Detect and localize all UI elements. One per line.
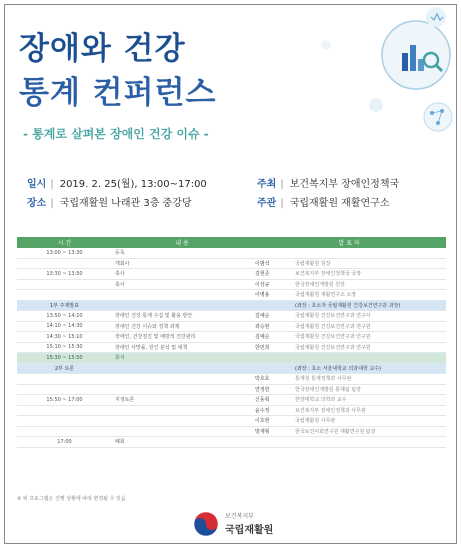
presenter-name-cell: 김현준 — [252, 269, 292, 280]
host-info: 주최 | 보건복지부 장애인정책국 — [257, 179, 400, 190]
place-value: 국립재활원 나래관 3층 중강당 — [59, 198, 192, 209]
program-cell: 폐회 — [112, 437, 252, 448]
organizer-label: 주관 — [257, 198, 277, 209]
program-cell: 축사 — [112, 279, 252, 290]
ministry-name: 보건복지부 — [225, 513, 254, 520]
program-cell: 휴식 — [112, 353, 252, 364]
presenter-name-cell — [252, 363, 292, 374]
presenter-name-cell: 박호호 — [252, 374, 292, 385]
organizer-info: 주관 | 국립재활원 재활연구소 — [257, 198, 390, 209]
schedule-row — [17, 248, 446, 259]
program-cell: 장애인 건강 통계 수집 및 활용 방안 — [112, 311, 252, 322]
program-cell — [112, 384, 252, 395]
time-cell — [17, 416, 112, 427]
presenter-name-cell: 곽승현 — [252, 321, 292, 332]
time-cell — [17, 279, 112, 290]
program-cell: 장애인 건강 이슈와 정책 과제 — [112, 321, 252, 332]
presenter-affiliation-cell: 한국장애인개발원 원장 — [292, 279, 446, 290]
schedule-row — [17, 437, 446, 448]
time-cell: 15:30 ~ 15:50 — [17, 353, 112, 364]
schedule-table — [17, 237, 446, 448]
schedule-row — [17, 290, 446, 301]
schedule-section-row — [17, 300, 446, 311]
presenter-affiliation-cell: 국립재활원 건강보건연구과 연구원 — [292, 332, 446, 343]
presenter-affiliation-cell: 국립재활원 사무관 — [292, 416, 446, 427]
time-cell: 13:50 ~ 14:10 — [17, 311, 112, 322]
date-info: 일시 | 2019. 2. 25(월), 13:00~17:00 — [27, 179, 207, 190]
presenter-affiliation-cell: 한국장애인개발원 통계팀 팀장 — [292, 384, 446, 395]
schedule-section-row — [17, 363, 446, 374]
time-cell — [17, 258, 112, 269]
decorative-icons — [306, 5, 456, 155]
presenter-name-cell: 이호현 — [252, 416, 292, 427]
subtitle: - 통계로 살펴본 장애인 건강 이슈 - — [23, 127, 209, 141]
date-label: 일시 — [27, 179, 47, 190]
presenter-name-cell: 한민희 — [252, 342, 292, 353]
presenter-affiliation-cell: 국립재활원 건강보건연구과 연구원 — [292, 321, 446, 332]
program-cell — [112, 290, 252, 301]
presenter-name-cell — [252, 248, 292, 259]
time-cell — [17, 384, 112, 395]
presenter-name-cell — [252, 437, 292, 448]
schedule-row — [17, 311, 446, 322]
time-cell: 2부 토론 — [17, 363, 112, 374]
time-cell: 17:00 — [17, 437, 112, 448]
place-label: 장소 — [27, 198, 47, 209]
program-cell — [112, 363, 252, 374]
schedule-break-row — [17, 353, 446, 364]
institution-name: 국립재활원 — [225, 525, 274, 536]
presenter-affiliation-cell: (좌장 : 호소자 국립재활원 건강보건연구과 과장) — [292, 300, 446, 311]
time-cell: 15:10 ~ 15:30 — [17, 342, 112, 353]
place-info: 장소 | 국립재활원 나래관 3층 중강당 — [27, 198, 192, 209]
program-cell: 장애인, 건강검진 및 예방적 건강관리 — [112, 332, 252, 343]
presenter-affiliation-cell: 한국보건사회연구원 재활연구원 팀장 — [292, 426, 446, 437]
taegeuk-logo-icon — [193, 511, 219, 537]
presenter-affiliation-cell — [292, 437, 446, 448]
program-cell — [112, 300, 252, 311]
presenter-affiliation-cell — [292, 248, 446, 259]
presenter-affiliation-cell: 통계청 통계정책과 사무관 — [292, 374, 446, 385]
schedule-row — [17, 342, 446, 353]
presenter-affiliation-cell — [292, 353, 446, 364]
presenter-affiliation-cell: 국립재활원 건강보건연구과 연구원 — [292, 342, 446, 353]
presenter-name-cell: 연정헌 — [252, 384, 292, 395]
schedule-note: ※ 위 프로그램은 진행 상황에 따라 변경될 수 있음 — [17, 496, 126, 502]
host-label: 주최 — [257, 179, 277, 190]
presenter-name-cell — [252, 300, 292, 311]
schedule-row — [17, 384, 446, 395]
title-line-2: 통계 컨퍼런스 — [19, 75, 217, 111]
program-cell: 장애인 사망률, 원인 분석 및 대책 — [112, 342, 252, 353]
program-cell: 등록 — [112, 248, 252, 259]
schedule-row — [17, 395, 446, 406]
schedule-row — [17, 426, 446, 437]
schedule-header-row — [17, 237, 446, 248]
presenter-name-cell: 김예순 — [252, 311, 292, 322]
time-cell — [17, 405, 112, 416]
program-cell — [112, 426, 252, 437]
presenter-affiliation-cell: 한양대학교 의학과 교수 — [292, 395, 446, 406]
presenter-name-cell: 신동혁 — [252, 395, 292, 406]
program-cell — [112, 405, 252, 416]
presenter-name-cell — [252, 353, 292, 364]
presenter-name-cell: 이병용 — [252, 290, 292, 301]
time-cell — [17, 374, 112, 385]
presenter-affiliation-cell: 국립재활원 건강보건연구과 연구사 — [292, 311, 446, 322]
program-cell: 지정토론 — [112, 395, 252, 406]
presenter-name-cell: 김예순 — [252, 332, 292, 343]
date-value: 2019. 2. 25(월), 13:00~17:00 — [59, 179, 207, 190]
time-cell — [17, 426, 112, 437]
presenter-affiliation-cell: 국립재활원 원장 — [292, 258, 446, 269]
schedule-row — [17, 374, 446, 385]
institution-logo — [193, 507, 313, 543]
time-cell: 14:30 ~ 15:10 — [17, 332, 112, 343]
title-line-1: 장애와 건강 — [19, 31, 186, 67]
schedule-row — [17, 258, 446, 269]
schedule-row — [17, 332, 446, 343]
presenter-affiliation-cell: (좌장 : 호소 서울대학교 의과대학 교수) — [292, 363, 446, 374]
organizer-value: 국립재활원 재활연구소 — [289, 198, 390, 209]
header-time: 시 간 — [17, 237, 112, 248]
schedule-row — [17, 321, 446, 332]
presenter-affiliation-cell: 보건복지부 장애인정책과 사무관 — [292, 405, 446, 416]
host-value: 보건복지부 장애인정책국 — [289, 179, 400, 190]
presenter-name-cell: 윤수정 — [252, 405, 292, 416]
schedule-row — [17, 405, 446, 416]
time-cell — [17, 290, 112, 301]
schedule-row — [17, 269, 446, 280]
program-cell — [112, 374, 252, 385]
program-cell: 개회사 — [112, 258, 252, 269]
header-program: 내 용 — [112, 237, 252, 248]
schedule-row — [17, 416, 446, 427]
presenter-affiliation-cell: 국립재활원 재활연구소 소장 — [292, 290, 446, 301]
presenter-name-cell: 이범석 — [252, 258, 292, 269]
time-cell: 15:50 ~ 17:00 — [17, 395, 112, 406]
time-cell: 14:10 ~ 14:30 — [17, 321, 112, 332]
poster — [4, 4, 457, 544]
time-cell: 13:30 ~ 13:50 — [17, 269, 112, 280]
time-cell: 13:00 ~ 13:30 — [17, 248, 112, 259]
program-cell — [112, 416, 252, 427]
presenter-name-cell: 이상규 — [252, 279, 292, 290]
header-presenter: 발 표 자 — [252, 237, 446, 248]
schedule-row — [17, 279, 446, 290]
presenter-name-cell: 방재형 — [252, 426, 292, 437]
time-cell: 1부 주제발표 — [17, 300, 112, 311]
program-cell: 축사 — [112, 269, 252, 280]
presenter-affiliation-cell: 보건복지부 장애인정책국 국장 — [292, 269, 446, 280]
